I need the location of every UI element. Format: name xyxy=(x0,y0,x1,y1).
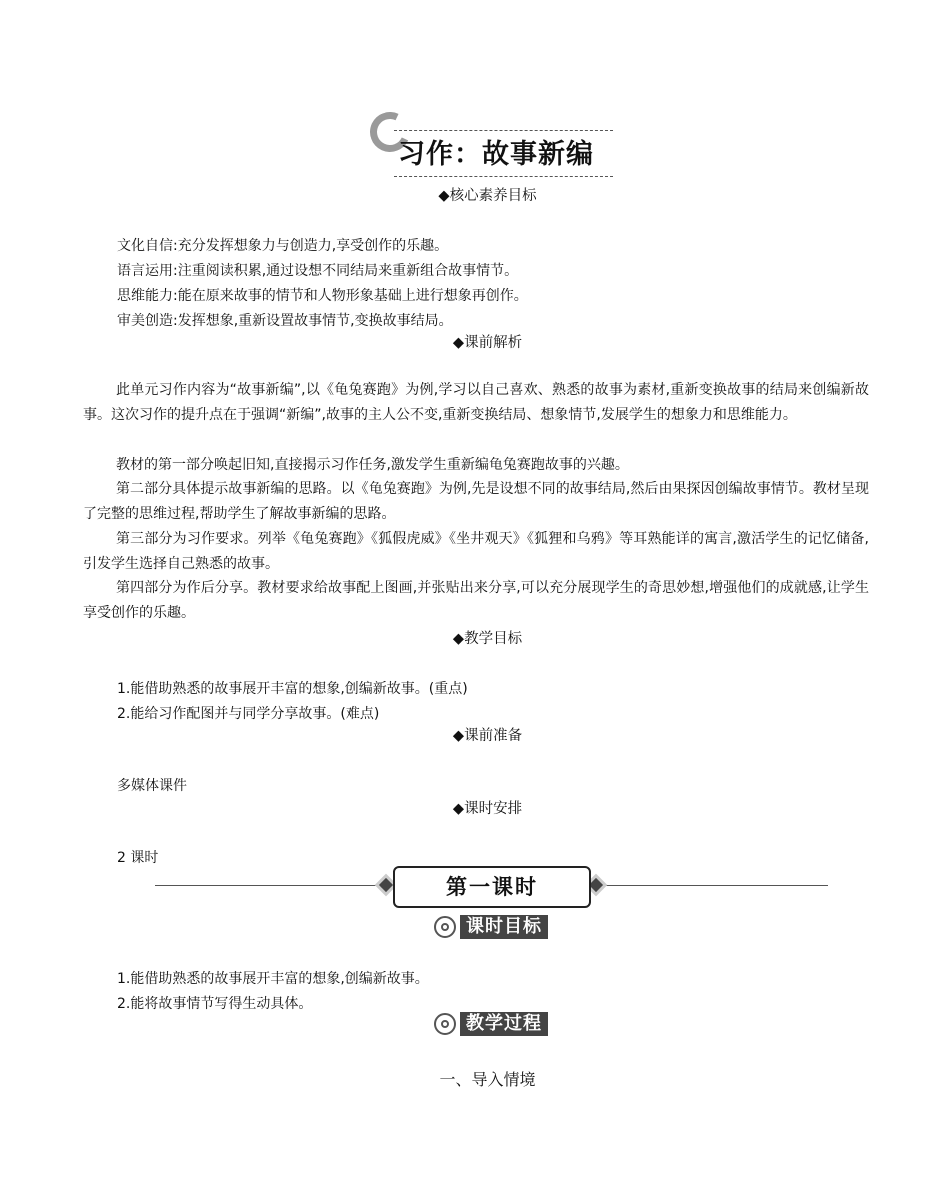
title-top-dashed-line xyxy=(394,130,613,131)
analysis-paragraph: 教材的第一部分唤起旧知,直接揭示习作任务,激发学生重新编龟兔赛跑故事的兴趣。 xyxy=(116,457,629,473)
title-bottom-dashed-line xyxy=(394,176,613,177)
target-icon xyxy=(434,916,456,938)
page-title-block xyxy=(368,110,613,182)
analysis-paragraph: 第二部分具体提示故事新编的思路。以《龟兔赛跑》为例,先是设想不同的故事结局,然后由果探因创编故事情节。教材呈现了完整的思维过程,帮助学生了解故事新编的思路。 xyxy=(83,481,869,522)
section-preparation-heading: ◆课前准备 xyxy=(452,728,523,744)
section-schedule-heading: ◆课时安排 xyxy=(452,801,523,817)
lesson-goals-badge xyxy=(432,915,548,941)
section-core-goals-heading: ◆核心素养目标 xyxy=(438,188,537,204)
teaching-process-badge xyxy=(432,1012,548,1038)
teaching-goal-item: 1.能借助熟悉的故事展开丰富的想象,创编新故事。(重点) xyxy=(117,681,468,697)
section-preview-heading: ◆课前解析 xyxy=(452,335,523,351)
preparation-text: 多媒体课件 xyxy=(117,778,187,794)
lesson-one-banner: 第一课时 xyxy=(393,866,591,908)
core-goal-item: 语言运用:注重阅读积累,通过设想不同结局来重新组合故事情节。 xyxy=(117,263,519,279)
target-icon xyxy=(434,1013,456,1035)
core-goal-item: 审美创造:发挥想象,重新设置故事情节,变换故事结局。 xyxy=(117,313,453,329)
analysis-paragraph: 第三部分为习作要求。列举《龟兔赛跑》《狐假虎威》《坐井观天》《狐狸和乌鸦》等耳熟能详的寓言,激活学生的记忆储备,引发学生选择自己熟悉的故事。 xyxy=(83,531,869,572)
lesson-goal-item: 2.能将故事情节写得生动具体。 xyxy=(117,996,313,1012)
step-one-heading: 一、导入情境 xyxy=(439,1070,536,1089)
core-goal-item: 思维能力:能在原来故事的情节和人物形象基础上进行想象再创作。 xyxy=(117,288,528,304)
lesson-goals-badge-label: 课时目标 xyxy=(460,915,548,939)
lesson-goal-item: 1.能借助熟悉的故事展开丰富的想象,创编新故事。 xyxy=(117,971,429,987)
teaching-process-badge-label: 教学过程 xyxy=(460,1012,548,1036)
schedule-text: 2 课时 xyxy=(117,850,159,866)
page-title: 习作：故事新编 xyxy=(398,139,594,170)
core-goal-item: 文化自信:充分发挥想象力与创造力,享受创作的乐趣。 xyxy=(117,238,449,254)
analysis-paragraph: 第四部分为作后分享。教材要求给故事配上图画,并张贴出来分享,可以充分展现学生的奇思妙想,增强他们的成就感,让学生享受创作的乐趣。 xyxy=(83,580,869,621)
analysis-paragraph: 此单元习作内容为“故事新编”,以《龟兔赛跑》为例,学习以自己喜欢、熟悉的故事为素材,重新变换故事的结局来创编新故事。这次习作的提升点在于强调“新编”,故事的主人公不变,重新变换结局、想象情节,发展学生的想象力和思维能力。 xyxy=(83,382,869,423)
banner-left-rule xyxy=(155,885,388,886)
section-teaching-goals-heading: ◆教学目标 xyxy=(452,631,523,647)
banner-right-rule xyxy=(592,885,828,886)
teaching-goal-item: 2.能给习作配图并与同学分享故事。(难点) xyxy=(117,706,380,722)
